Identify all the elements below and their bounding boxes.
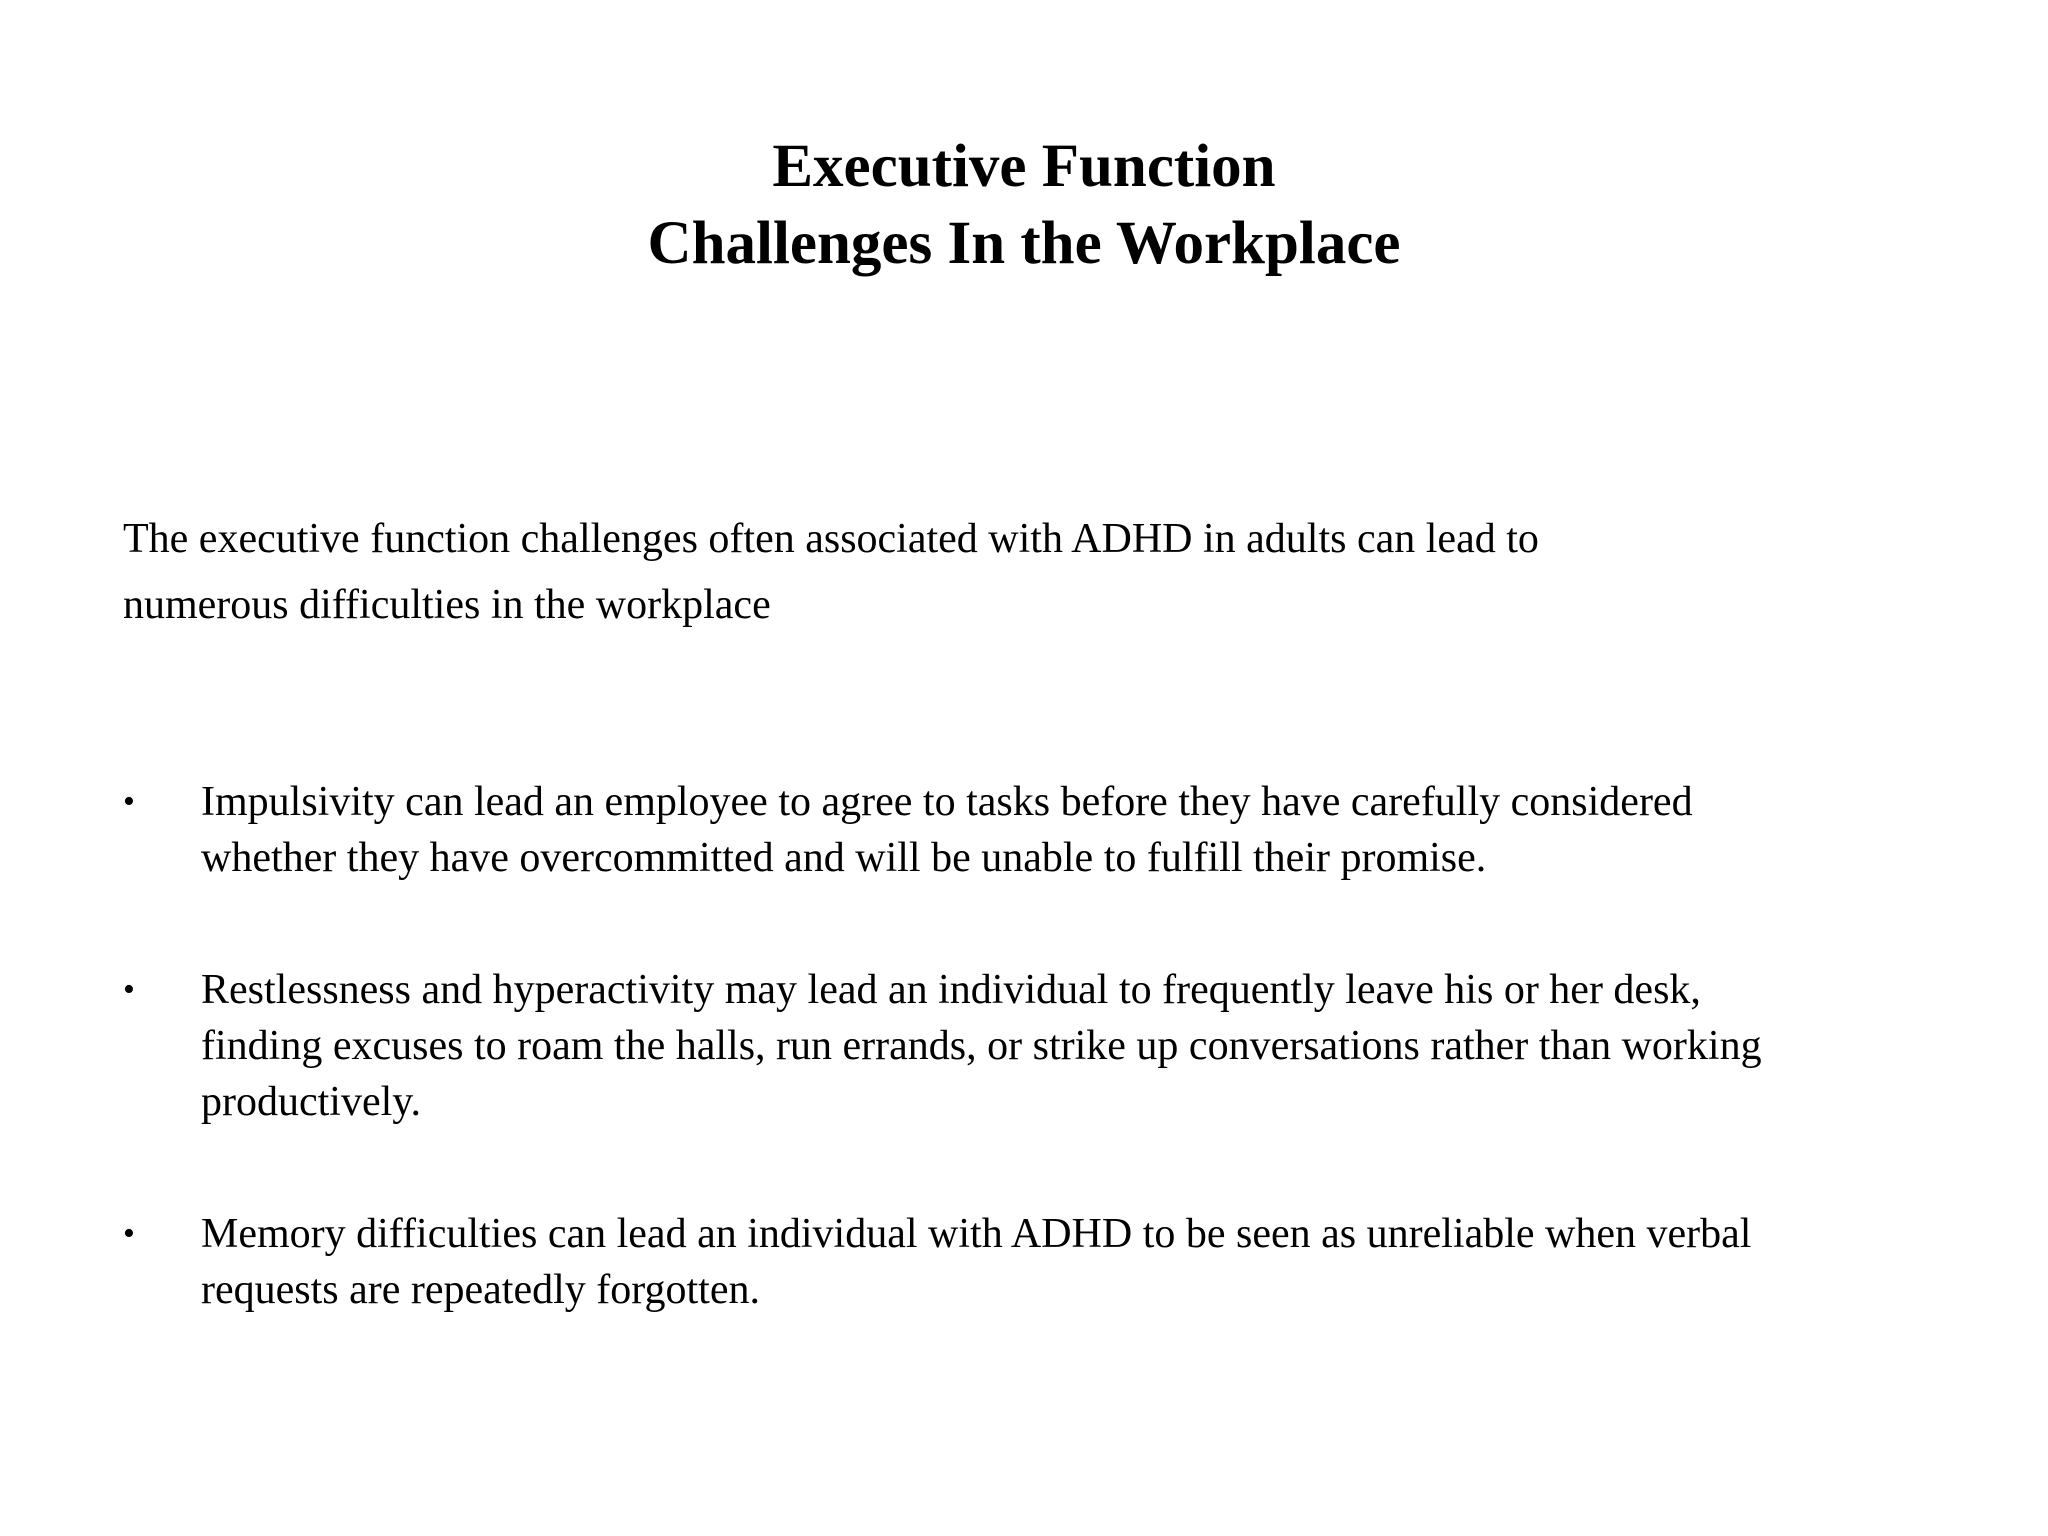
slide-title — [0, 128, 2048, 282]
bullet-3-line-1: Memory difficulties can lead an individual with ADHD to be seen as unreliable when verbal — [201, 1211, 1752, 1257]
title-line-1: Executive Function — [772, 133, 1276, 200]
bullet-2-line-2: finding excuses to roam the halls, run errands, or strike up conversations rather than working — [201, 1023, 1762, 1069]
bullet-dot-icon: • — [123, 783, 135, 820]
title-line-2: Challenges In the Workplace — [647, 210, 1401, 277]
intro-line-1: The executive function challenges often associated with ADHD in adults can lead to — [123, 516, 1539, 562]
bullet-dot-icon: • — [123, 971, 135, 1008]
intro-paragraph — [123, 506, 1923, 638]
bullet-item — [123, 962, 1943, 1130]
bullet-1-line-1: Impulsivity can lead an employee to agree to tasks before they have carefully considered — [201, 779, 1693, 825]
bullet-2-line-3: productively. — [201, 1079, 422, 1125]
bullet-3-line-2: requests are repeatedly forgotten. — [201, 1267, 760, 1313]
bullet-list — [123, 774, 1943, 1394]
bullet-1-line-2: whether they have overcommitted and will be unable to fulfill their promise. — [201, 835, 1487, 881]
bullet-item — [123, 774, 1943, 886]
bullet-dot-icon: • — [123, 1215, 135, 1252]
bullet-2-line-1: Restlessness and hyperactivity may lead an individual to frequently leave his or her desk, — [201, 967, 1701, 1013]
bullet-item — [123, 1206, 1943, 1318]
intro-line-2: numerous difficulties in the workplace — [123, 582, 771, 628]
